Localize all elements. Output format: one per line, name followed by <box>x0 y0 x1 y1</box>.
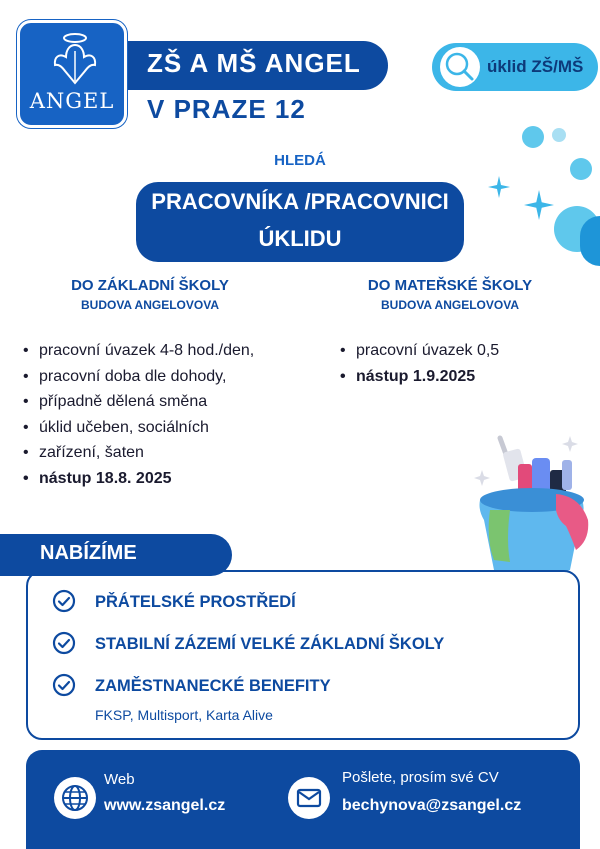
list-item: • případně dělená směna <box>23 389 333 415</box>
position-title: PRACOVNÍKA /PRACOVNICI <box>151 189 449 214</box>
check-circle-icon <box>52 673 76 697</box>
list-item: • pracovní doba dle dohody, <box>23 364 333 390</box>
kindergarten-title: DO MATEŘSKÉ ŠKOLY <box>367 277 533 294</box>
list-item: • úklid učeben, sociálních <box>23 415 333 441</box>
offer-item: PŘÁTELSKÉ PROSTŘEDÍ <box>95 593 296 611</box>
primary-school-title: DO ZÁKLADNÍ ŠKOLY <box>71 277 229 294</box>
check-circle-icon <box>52 631 76 655</box>
cleaning-bucket-icon <box>470 430 592 580</box>
list-item: • pracovní úvazek 0,5 <box>340 338 590 364</box>
decor-bubble <box>580 216 600 266</box>
position-subtitle: ÚKLIDU <box>258 226 342 251</box>
offer-item: ZAMĚSTNANECKÉ BENEFITY <box>95 677 331 695</box>
list-item: • pracovní úvazek 4-8 hod./den, <box>23 338 333 364</box>
logo-text: ANGEL <box>29 89 115 113</box>
school-logo <box>17 20 127 128</box>
primary-school-list <box>23 338 333 491</box>
email-link[interactable]: bechynova@zsangel.cz <box>342 797 522 814</box>
cv-label: Pošlete, prosím své CV <box>342 769 499 786</box>
search-icon-holder <box>440 47 480 87</box>
decor-bubble <box>552 128 566 142</box>
mail-icon-holder <box>288 777 330 819</box>
seeking-label: HLEDÁ <box>274 152 326 169</box>
sparkle-icon <box>524 190 554 220</box>
list-item: • nástup 18.8. 2025 <box>23 466 333 492</box>
web-link[interactable]: www.zsangel.cz <box>104 797 226 814</box>
offer-heading: NABÍZÍME <box>40 542 137 564</box>
search-icon <box>440 47 480 87</box>
check-circle-icon <box>52 589 76 613</box>
benefits-detail: FKSP, Multisport, Karta Alive <box>95 707 273 723</box>
globe-icon-holder <box>54 777 96 819</box>
list-item: • nástup 1.9.2025 <box>340 364 590 390</box>
school-location: V PRAZE 12 <box>147 94 306 124</box>
school-name: ZŠ A MŠ ANGEL <box>147 48 361 78</box>
sparkle-icon <box>488 176 510 198</box>
offer-item: STABILNÍ ZÁZEMÍ VELKÉ ZÁKLADNÍ ŠKOLY <box>95 635 445 653</box>
list-item: • zařízení, šaten <box>23 440 333 466</box>
decor-bubble <box>522 126 544 148</box>
primary-school-building: BUDOVA ANGELOVOVA <box>80 298 219 312</box>
globe-icon <box>54 777 96 819</box>
web-label: Web <box>104 771 135 788</box>
kindergarten-list <box>340 338 590 389</box>
angel-logo-icon <box>51 31 99 87</box>
search-label: úklid ZŠ/MŠ <box>487 57 584 76</box>
kindergarten-building: BUDOVA ANGELOVOVA <box>380 298 519 312</box>
mail-icon <box>288 777 330 819</box>
